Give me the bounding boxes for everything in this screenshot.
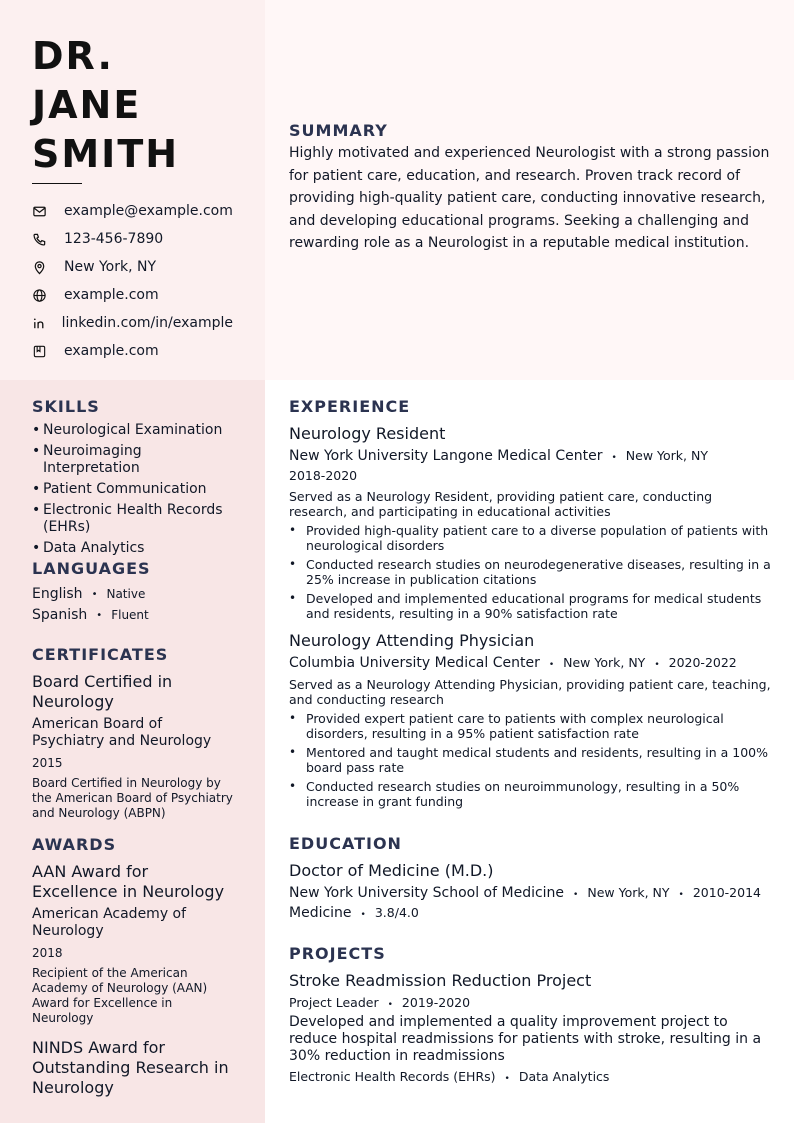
job-description: Served as a Neurology Resident, providing patient care, conducting research, and participating in educational activities (289, 489, 713, 519)
job-dates: 2018-2020 (289, 468, 358, 483)
linkedin-text: linkedin.com/in/example (61, 315, 233, 331)
list-item: • Provided expert patient care to patients with complex neurological disorders, resulting in a 95% patient satisfaction rate (289, 711, 724, 741)
language-row: English • Native (32, 586, 146, 602)
job-entry: Neurology Attending Physician Columbia University Medical Center • New York, NY • 2020-2022 Served as a Neurology Attending Physician, providing patient care, teaching, and conducting research • Provided expert patient care to patients with complex neurological disorders, resulting in a 95% patient satisfaction rate • Mentored and taught medical students and residents, resulting in a 100% board pass rate • Conducted research studies on neuroimmunology, resulting in a 50% increase in grant funding (289, 631, 774, 809)
skills-list (32, 422, 237, 557)
school-location: New York, NY (587, 885, 670, 900)
contact-portfolio[interactable] (32, 337, 233, 365)
projects-section: PROJECTS Stroke Readmission Reduction Project Project Leader • 2019-2020 Developed and implemented a quality improvement project to reduce hospital readmissions for patients with stroke, resulting in a 30% reduction in readmissions Electronic Health Records (EHRs) • Data Analytics (289, 944, 774, 1084)
candidate-name (32, 32, 233, 179)
project-tag: Data Analytics (518, 1069, 610, 1084)
list-item: • Neurological Examination (32, 422, 223, 438)
header-panel (0, 0, 265, 380)
contact-email[interactable] (32, 197, 233, 225)
job-org: New York University Langone Medical Center (289, 448, 603, 464)
languages-heading: LANGUAGES (32, 559, 151, 578)
email-text: example@example.com (64, 203, 233, 219)
list-item: • Developed and implemented educational programs for medical students and residents, resulting in a 90% satisfaction rate (289, 591, 762, 621)
location-text: New York, NY (64, 259, 157, 275)
list-item: • Neuroimaging Interpretation (32, 443, 142, 476)
list-item: • Conducted research studies on neurodegenerative diseases, resulting in a 25% increase in publication citations (289, 557, 771, 587)
name-divider (32, 183, 82, 184)
globe-icon (32, 285, 56, 305)
summary-section (289, 121, 774, 255)
job-entry: Neurology Resident New York University Langone Medical Center • New York, NY 2018-2020 Served as a Neurology Resident, providing patient care, conducting research, and participating in educational activities • Provided high-quality patient care to a diverse population of patients with neurological disorders • Conducted research studies on neurodegenerative diseases, resulting in a 25% increase in publication citations • Developed and implemented educational programs for medical students and residents, resulting in a 90% satisfaction rate (289, 424, 774, 621)
contact-location (32, 253, 233, 281)
job-title: Neurology Attending Physician (289, 631, 535, 650)
awards-heading: AWARDS (32, 835, 117, 854)
project-role: Project Leader (289, 995, 379, 1010)
name-line-2: JANE (32, 83, 142, 127)
achievement-list (289, 523, 774, 621)
skills-heading: SKILLS (32, 397, 100, 416)
phone-text: 123-456-7890 (64, 231, 164, 247)
list-item: • Mentored and taught medical students and residents, resulting in a 100% board pass rate (289, 745, 768, 775)
summary-text: Highly motivated and experienced Neurologist with a strong passion for patient care, education, and research. Proven track record of providing high-quality patient care, conducting innovative research, and developing educational programs. Seeking a challenging and rewarding role as a Neurologist in a reputable medical institution. (289, 145, 770, 252)
award-year: 2018 (32, 946, 63, 960)
degree-title: Doctor of Medicine (M.D.) (289, 861, 494, 880)
job-location: New York, NY (625, 448, 708, 463)
sidebar-panel (0, 380, 265, 1123)
contact-phone[interactable] (32, 225, 233, 253)
certificate-description: Board Certified in Neurology by the American Board of Psychiatry and Neurology (ABPN) (32, 776, 233, 820)
education-dates: 2010-2014 (692, 885, 761, 900)
portfolio-text: example.com (64, 343, 159, 359)
job-dates: 2020-2022 (668, 655, 737, 670)
contact-website[interactable] (32, 281, 233, 309)
education-section: EDUCATION Doctor of Medicine (M.D.) New York University School of Medicine • New York, NY • 2010-2014 Medicine • 3.8/4.0 (289, 834, 774, 921)
job-location: New York, NY (563, 655, 646, 670)
job-org: Columbia University Medical Center (289, 655, 540, 671)
project-tag: Electronic Health Records (EHRs) (289, 1069, 496, 1084)
award-title: NINDS Award for Outstanding Research in Neurology (32, 1038, 229, 1097)
list-item: • Conducted research studies on neuroimmunology, resulting in a 50% increase in grant funding (289, 779, 740, 809)
gpa: 3.8/4.0 (374, 905, 419, 920)
contact-linkedin[interactable] (32, 309, 233, 337)
list-item: • Electronic Health Records (EHRs) (32, 502, 223, 535)
project-dates: 2019-2020 (401, 995, 471, 1010)
project-title: Stroke Readmission Reduction Project (289, 971, 592, 990)
job-title: Neurology Resident (289, 424, 446, 443)
certificate-title: Board Certified in Neurology (32, 672, 173, 711)
certificate-issuer: American Board of Psychiatry and Neurology (32, 716, 212, 749)
list-item: • Patient Communication (32, 481, 207, 497)
summary-panel (265, 0, 794, 380)
languages-section (32, 559, 237, 626)
field-of-study: Medicine (289, 905, 352, 921)
experience-section (289, 397, 774, 813)
language-row: Spanish • Fluent (32, 607, 149, 623)
list-item: • Data Analytics (32, 540, 145, 556)
awards-section (32, 835, 237, 1098)
job-description: Served as a Neurology Attending Physician, providing patient care, teaching, and conducting research (289, 677, 771, 707)
list-item: • Provided high-quality patient care to a diverse population of patients with neurological disorders (289, 523, 769, 553)
certificates-heading: CERTIFICATES (32, 645, 169, 664)
summary-heading: SUMMARY (289, 121, 388, 140)
website-text: example.com (64, 287, 159, 303)
main-panel (265, 380, 794, 1123)
skills-section (32, 397, 237, 561)
certificate-year: 2015 (32, 756, 63, 770)
education-heading: EDUCATION (289, 834, 402, 853)
phone-icon (32, 229, 56, 249)
projects-heading: PROJECTS (289, 944, 386, 963)
linkedin-icon (32, 313, 54, 333)
bookmark-icon (32, 341, 56, 361)
contact-list (32, 197, 233, 365)
name-line-1: DR. (32, 34, 114, 78)
map-pin-icon (32, 257, 56, 277)
project-description: Developed and implemented a quality improvement project to reduce hospital readmissions for patients with stroke, resulting in a 30% reduction in readmissions (289, 1014, 762, 1064)
award-description: Recipient of the American Academy of Neurology (AAN) Award for Excellence in Neurology (32, 966, 208, 1025)
experience-heading: EXPERIENCE (289, 397, 411, 416)
mail-icon (32, 201, 56, 221)
name-line-3: SMITH (32, 132, 180, 176)
achievement-list (289, 711, 774, 809)
award-title: AAN Award for Excellence in Neurology (32, 862, 225, 901)
award-issuer: American Academy of Neurology (32, 906, 187, 939)
school-name: New York University School of Medicine (289, 885, 565, 901)
certificates-section (32, 645, 237, 821)
